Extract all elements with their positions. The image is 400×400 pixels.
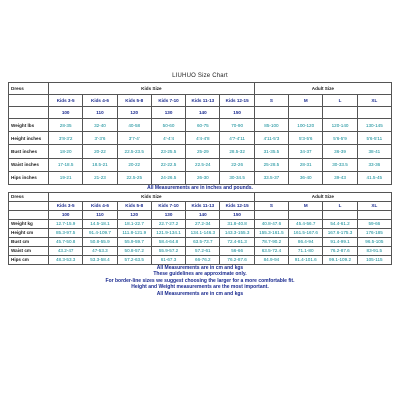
measurement-value: 76.2-87.6 (323, 246, 357, 255)
measurement-value: 4'7-4'11 (220, 132, 254, 145)
measurement-value: 105-115 (357, 255, 391, 264)
size-number: 130 (151, 210, 185, 219)
measurement-label: Hips inches (9, 171, 49, 184)
measurement-value: 5'3-5'6 (289, 132, 323, 145)
measurement-value: 54.4-61.2 (323, 219, 357, 228)
size-label: Kids 3-5 (49, 201, 83, 210)
measurement-value: 18.5-21 (83, 158, 117, 171)
measurement-value: 21-23 (83, 171, 117, 184)
measurement-value: 20-22 (117, 158, 151, 171)
size-label: Kids 3-5 (49, 95, 83, 107)
size-number: 100 (49, 107, 83, 119)
measurement-label: Height cm (9, 228, 49, 237)
measurement-value: 20-22 (83, 145, 117, 158)
measurement-value: 38-41 (357, 145, 391, 158)
empty-corner-cell (9, 210, 49, 219)
measurement-value: 84.9-94 (254, 255, 288, 264)
measurement-value: 99.1-109.2 (323, 255, 357, 264)
measurement-value: 40-58 (117, 119, 151, 132)
measurement-value: 5'6-5'9 (323, 132, 357, 145)
measurement-row (9, 246, 392, 255)
measurement-value: 14.5-18.1 (83, 219, 117, 228)
adult-size-header: Adult Size (254, 192, 391, 201)
metric-notes (0, 265, 400, 298)
dress-header: Dress (9, 83, 49, 95)
measurement-value: 18.1-22.7 (117, 219, 151, 228)
measurement-value: 100-120 (289, 119, 323, 132)
measurement-value: 3'8-3'2 (49, 132, 83, 145)
measurement-value: 167.6-175.3 (323, 228, 357, 237)
size-label: Kids 11-13 (186, 95, 220, 107)
measurement-row (9, 132, 392, 145)
measurement-value: 23-25.5 (151, 145, 185, 158)
size-chart (0, 70, 400, 297)
measurement-value: 39-43 (323, 171, 357, 184)
measurement-value: 19-21 (49, 171, 83, 184)
measurement-label: Bust inches (9, 145, 49, 158)
measurement-value: 36-39 (323, 145, 357, 158)
measurement-value: 70-90 (220, 119, 254, 132)
group-header-row (9, 83, 392, 95)
size-label: Kids 12-15 (220, 201, 254, 210)
size-label: L (323, 95, 357, 107)
size-number: 110 (83, 107, 117, 119)
measurement-label: Bust cm (9, 237, 49, 246)
measurement-value: 18-20 (49, 145, 83, 158)
measurement-value: 50.8-55.9 (83, 237, 117, 246)
measurement-value: 47-53.3 (83, 246, 117, 255)
measurement-value: 28.5-32 (220, 145, 254, 158)
measurement-value: 30-34.5 (220, 171, 254, 184)
measurement-value: 86.4-94 (289, 237, 323, 246)
adult-size-header: Adult Size (254, 83, 391, 95)
measurement-row (9, 255, 392, 264)
size-label: XL (357, 95, 391, 107)
measurement-value: 63.5-72.4 (254, 246, 288, 255)
measurement-label: Waist inches (9, 158, 49, 171)
size-number-row (9, 210, 392, 219)
size-label: L (323, 201, 357, 210)
measurement-value: 22-22.5 (151, 158, 185, 171)
measurement-value: 53.3-58.4 (83, 255, 117, 264)
measurement-value: 57.2-63.5 (117, 255, 151, 264)
measurement-value: 55.9-59.7 (117, 237, 151, 246)
note-line: These guidelines are approximate only. (153, 271, 247, 278)
size-label: M (289, 95, 323, 107)
measurement-value: 40.8-47.6 (254, 219, 288, 228)
size-label: Kids 4-6 (83, 201, 117, 210)
size-number: 120 (117, 210, 151, 219)
size-label: Kids 4-6 (83, 95, 117, 107)
size-number (254, 107, 288, 119)
measurement-value: 85-100 (254, 119, 288, 132)
group-header-row (9, 192, 392, 201)
size-label-row (9, 201, 392, 210)
measurement-value: 55.9-57.2 (151, 246, 185, 255)
size-number: 150 (220, 107, 254, 119)
size-number: 130 (151, 107, 185, 119)
size-label: S (254, 201, 288, 210)
size-number (323, 107, 357, 119)
measurement-value: 50.8-57.2 (117, 246, 151, 255)
note-line: For border-line sizes we suggest choosing the larger for a more comfortable fit. (105, 277, 295, 284)
measurement-value: 45.7-50.8 (49, 237, 83, 246)
imperial-note: All Measurements are in inches and pounds. (147, 184, 253, 191)
measurement-value: 176-185 (357, 228, 391, 237)
size-number: 110 (83, 210, 117, 219)
measurement-value: 17-18.5 (49, 158, 83, 171)
measurement-value: 66-76.2 (186, 255, 220, 264)
measurement-label: Height inches (9, 132, 49, 145)
empty-corner-cell (9, 201, 49, 210)
measurement-row (9, 119, 392, 132)
note-line: Height and Weight measurements are the most important. (131, 284, 269, 291)
measurement-row (9, 145, 392, 158)
measurement-row (9, 171, 392, 184)
size-label: XL (357, 201, 391, 210)
measurement-value: 155.3-161.5 (254, 228, 288, 237)
measurement-value: 31-35.5 (254, 145, 288, 158)
measurement-value: 4'4-4'8 (186, 132, 220, 145)
measurement-value: 60-75 (186, 119, 220, 132)
measurement-value: 28-31 (289, 158, 323, 171)
measurement-label: Weight kg (9, 219, 49, 228)
measurement-row (9, 228, 392, 237)
measurement-value: 111.8-121.9 (117, 228, 151, 237)
measurement-value: 91.4-99.1 (323, 237, 357, 246)
measurement-value: 161.5-167.6 (289, 228, 323, 237)
measurement-value: 32-40 (83, 119, 117, 132)
size-number (357, 210, 391, 219)
measurement-value: 25-29 (186, 145, 220, 158)
measurement-value: 25-28.5 (254, 158, 288, 171)
measurement-value: 96.5-105 (357, 237, 391, 246)
empty-corner-cell (9, 95, 49, 107)
measurement-value: 41.5-45 (357, 171, 391, 184)
measurement-value: 63.5-73.7 (186, 237, 220, 246)
size-number: 140 (186, 107, 220, 119)
size-number: 150 (220, 210, 254, 219)
measurement-value: 48.3-53.3 (49, 255, 83, 264)
size-number (323, 210, 357, 219)
measurement-value: 5'6-5'11 (357, 132, 391, 145)
measurement-value: 121.9-134.1 (151, 228, 185, 237)
size-number (254, 210, 288, 219)
measurement-label: Waist cm (9, 246, 49, 255)
measurement-value: 143.3-155.3 (220, 228, 254, 237)
measurement-value: 72.4-81.3 (220, 237, 254, 246)
size-label: Kids 12-15 (220, 95, 254, 107)
measurement-value: 58.4-64.8 (151, 237, 185, 246)
measurement-value: 4'-4'4 (151, 132, 185, 145)
measurement-value: 45.4-56.7 (289, 219, 323, 228)
measurement-value: 31.8-40.8 (220, 219, 254, 228)
measurement-value: 71.1-80 (289, 246, 323, 255)
size-number (289, 210, 323, 219)
size-number-row (9, 107, 392, 119)
measurement-value: 134.1-146.3 (186, 228, 220, 237)
measurement-value: 120-140 (323, 119, 357, 132)
measurement-value: 22.5-23.5 (117, 145, 151, 158)
measurement-value: 130-145 (357, 119, 391, 132)
size-number (289, 107, 323, 119)
measurement-value: 36-40 (289, 171, 323, 184)
measurement-value: 85.3-97.5 (49, 228, 83, 237)
measurement-value: 56-66 (220, 246, 254, 255)
measurement-value: 28-35 (49, 119, 83, 132)
size-label: Kids 5-8 (117, 95, 151, 107)
measurement-value: 33-36 (357, 158, 391, 171)
dress-header: Dress (9, 192, 49, 201)
note-line: All Measurements are in cm and kgs (156, 264, 244, 271)
note-line: All Measurements are in cm and kgs (156, 290, 244, 297)
measurement-row (9, 237, 392, 246)
size-number: 120 (117, 107, 151, 119)
measurement-value: 22.5-25 (117, 171, 151, 184)
measurement-row (9, 158, 392, 171)
size-label: Kids 7-10 (151, 95, 185, 107)
measurement-value: 22.7-27.2 (151, 219, 185, 228)
measurement-row (9, 219, 392, 228)
kids-size-header: Kids Size (49, 83, 255, 95)
measurement-value: 22-26 (220, 158, 254, 171)
size-label: S (254, 95, 288, 107)
measurement-label: Weight lbs (9, 119, 49, 132)
measurement-value: 76.2-87.6 (220, 255, 254, 264)
size-number: 100 (49, 210, 83, 219)
size-number (357, 107, 391, 119)
measurement-value: 78.7-90.2 (254, 237, 288, 246)
kids-size-header: Kids Size (49, 192, 255, 201)
measurement-value: 24-26.5 (151, 171, 185, 184)
measurement-value: 22.5-24 (186, 158, 220, 171)
measurement-value: 26-30 (186, 171, 220, 184)
empty-corner-cell (9, 107, 49, 119)
measurement-value: 27.2-34 (186, 219, 220, 228)
measurement-value: 12.7-15.9 (49, 219, 83, 228)
measurement-value: 3'-3'6 (83, 132, 117, 145)
measurement-value: 57.2-61 (186, 246, 220, 255)
measurement-value: 34-37 (289, 145, 323, 158)
measurement-value: 43.2-47 (49, 246, 83, 255)
measurement-value: 83-91.5 (357, 246, 391, 255)
measurement-value: 33.5-37 (254, 171, 288, 184)
measurement-value: 91.4-101.6 (289, 255, 323, 264)
measurement-value: 50-60 (151, 119, 185, 132)
measurement-label: Hips cm (9, 255, 49, 264)
size-table-imperial (8, 82, 392, 185)
size-table-metric (8, 192, 392, 265)
measurement-value: 91.4-109.7 (83, 228, 117, 237)
size-label: M (289, 201, 323, 210)
size-label: Kids 7-10 (151, 201, 185, 210)
size-number: 140 (186, 210, 220, 219)
size-label-row (9, 95, 392, 107)
measurement-value: 61-67.3 (151, 255, 185, 264)
chart-title: LIUHUO Size Chart (172, 73, 228, 79)
size-label: Kids 11-13 (186, 201, 220, 210)
measurement-value: 30-33.5 (323, 158, 357, 171)
measurement-value: 4'11-5'3 (254, 132, 288, 145)
measurement-value: 59-66 (357, 219, 391, 228)
size-label: Kids 5-8 (117, 201, 151, 210)
measurement-value: 3'7-4' (117, 132, 151, 145)
